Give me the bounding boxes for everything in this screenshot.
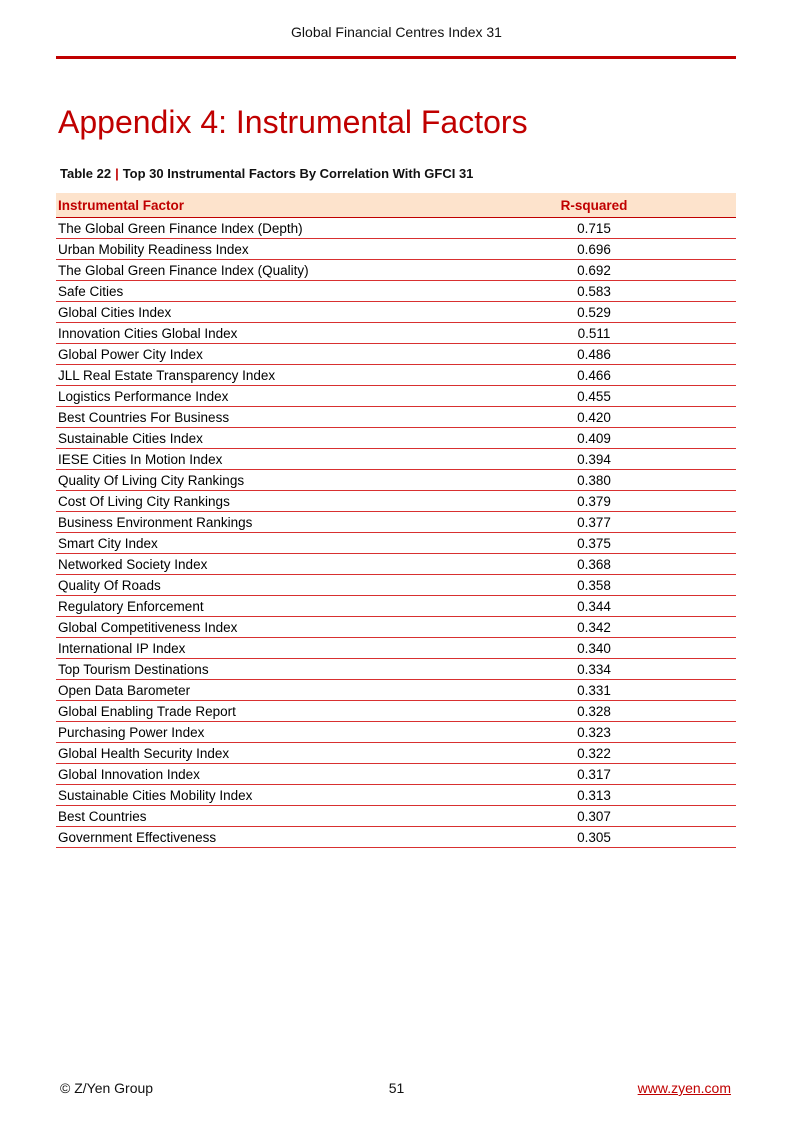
footer-page-number: 51	[388, 1080, 405, 1096]
table-row	[56, 827, 736, 848]
r-squared-cell: 0.380	[452, 470, 736, 491]
factor-name-cell: Business Environment Rankings	[56, 512, 452, 533]
table-caption-number: Table 22	[60, 166, 112, 181]
table-row	[56, 785, 736, 806]
factor-name-cell: The Global Green Finance Index (Quality)	[56, 260, 452, 281]
table-row	[56, 386, 736, 407]
factor-name-cell: Open Data Barometer	[56, 680, 452, 701]
table-row	[56, 596, 736, 617]
table-row	[56, 344, 736, 365]
r-squared-cell: 0.322	[452, 743, 736, 764]
r-squared-cell: 0.715	[452, 218, 736, 239]
r-squared-cell: 0.331	[452, 680, 736, 701]
column-header-r-squared: R-squared	[452, 193, 736, 218]
table-row	[56, 449, 736, 470]
factor-name-cell: Smart City Index	[56, 533, 452, 554]
r-squared-cell: 0.409	[452, 428, 736, 449]
column-header-factor: Instrumental Factor	[56, 193, 452, 218]
table-row	[56, 701, 736, 722]
table-row	[56, 533, 736, 554]
factor-name-cell: Networked Society Index	[56, 554, 452, 575]
table-row	[56, 764, 736, 785]
r-squared-cell: 0.342	[452, 617, 736, 638]
running-header: Global Financial Centres Index 31	[291, 24, 502, 40]
r-squared-cell: 0.305	[452, 827, 736, 848]
r-squared-cell: 0.455	[452, 386, 736, 407]
factor-name-cell: Sustainable Cities Index	[56, 428, 452, 449]
r-squared-cell: 0.334	[452, 659, 736, 680]
r-squared-cell: 0.377	[452, 512, 736, 533]
table-row	[56, 218, 736, 239]
r-squared-cell: 0.466	[452, 365, 736, 386]
table-row	[56, 617, 736, 638]
table-row	[56, 491, 736, 512]
factor-name-cell: IESE Cities In Motion Index	[56, 449, 452, 470]
table-row	[56, 302, 736, 323]
table-body	[56, 218, 736, 848]
r-squared-cell: 0.692	[452, 260, 736, 281]
table-row	[56, 365, 736, 386]
factor-name-cell: Government Effectiveness	[56, 827, 452, 848]
factor-name-cell: Quality Of Living City Rankings	[56, 470, 452, 491]
r-squared-cell: 0.394	[452, 449, 736, 470]
page-title: Appendix 4: Instrumental Factors	[58, 104, 528, 140]
factor-name-cell: Global Competitiveness Index	[56, 617, 452, 638]
r-squared-cell: 0.420	[452, 407, 736, 428]
table-row	[56, 239, 736, 260]
r-squared-cell: 0.323	[452, 722, 736, 743]
table-row	[56, 470, 736, 491]
table-row	[56, 554, 736, 575]
table-caption-title: Top 30 Instrumental Factors By Correlation With GFCI 31	[122, 166, 474, 181]
factor-name-cell: Quality Of Roads	[56, 575, 452, 596]
factor-name-cell: Safe Cities	[56, 281, 452, 302]
r-squared-cell: 0.379	[452, 491, 736, 512]
factor-name-cell: Urban Mobility Readiness Index	[56, 239, 452, 260]
factor-name-cell: Regulatory Enforcement	[56, 596, 452, 617]
factor-name-cell: Global Health Security Index	[56, 743, 452, 764]
factor-name-cell: Global Power City Index	[56, 344, 452, 365]
r-squared-cell: 0.307	[452, 806, 736, 827]
footer-website-link[interactable]: www.zyen.com	[637, 1080, 731, 1096]
table-row	[56, 512, 736, 533]
header-rule	[56, 56, 736, 59]
factor-name-cell: Best Countries For Business	[56, 407, 452, 428]
r-squared-cell: 0.344	[452, 596, 736, 617]
factor-name-cell: Logistics Performance Index	[56, 386, 452, 407]
r-squared-cell: 0.486	[452, 344, 736, 365]
r-squared-cell: 0.375	[452, 533, 736, 554]
r-squared-cell: 0.696	[452, 239, 736, 260]
r-squared-cell: 0.368	[452, 554, 736, 575]
factor-name-cell: Best Countries	[56, 806, 452, 827]
factor-name-cell: Global Innovation Index	[56, 764, 452, 785]
r-squared-cell: 0.358	[452, 575, 736, 596]
table-row	[56, 575, 736, 596]
table-row	[56, 806, 736, 827]
table-row	[56, 323, 736, 344]
r-squared-cell: 0.529	[452, 302, 736, 323]
table-row	[56, 260, 736, 281]
factor-name-cell: Sustainable Cities Mobility Index	[56, 785, 452, 806]
factor-name-cell: Top Tourism Destinations	[56, 659, 452, 680]
table-row	[56, 638, 736, 659]
r-squared-cell: 0.313	[452, 785, 736, 806]
r-squared-cell: 0.511	[452, 323, 736, 344]
table-row	[56, 281, 736, 302]
table-header-row	[56, 193, 736, 218]
instrumental-factors-table	[56, 193, 736, 848]
table-row	[56, 722, 736, 743]
r-squared-cell: 0.340	[452, 638, 736, 659]
factor-name-cell: Cost Of Living City Rankings	[56, 491, 452, 512]
factor-name-cell: Innovation Cities Global Index	[56, 323, 452, 344]
table-row	[56, 680, 736, 701]
factor-name-cell: JLL Real Estate Transparency Index	[56, 365, 452, 386]
r-squared-cell: 0.328	[452, 701, 736, 722]
footer-copyright: © Z/Yen Group	[60, 1080, 154, 1096]
factor-name-cell: The Global Green Finance Index (Depth)	[56, 218, 452, 239]
table-caption	[60, 166, 473, 181]
table-row	[56, 659, 736, 680]
factor-name-cell: Purchasing Power Index	[56, 722, 452, 743]
r-squared-cell: 0.583	[452, 281, 736, 302]
table-caption-separator: |	[115, 166, 119, 181]
factor-name-cell: International IP Index	[56, 638, 452, 659]
factor-name-cell: Global Enabling Trade Report	[56, 701, 452, 722]
factor-name-cell: Global Cities Index	[56, 302, 452, 323]
table-row	[56, 407, 736, 428]
table-row	[56, 428, 736, 449]
table-row	[56, 743, 736, 764]
r-squared-cell: 0.317	[452, 764, 736, 785]
